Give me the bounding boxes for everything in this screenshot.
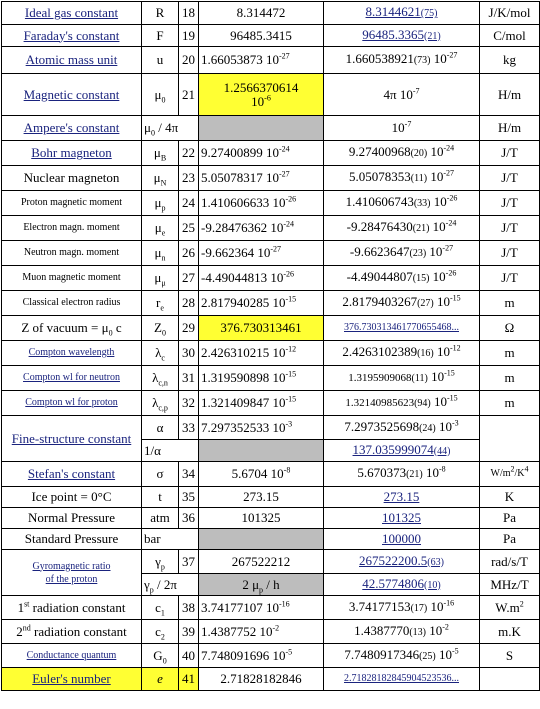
unit: K	[480, 487, 540, 508]
unit: Ω	[480, 316, 540, 341]
symbol: α	[142, 416, 179, 440]
constant-name-link[interactable]: Atomic mass unit	[2, 47, 142, 74]
row-number: 30	[179, 341, 199, 366]
symbol: $\lambda_{c,n}$	[142, 366, 179, 391]
reference-value: -4.49044807(15) $10^{-26}$	[324, 266, 480, 291]
row-number: 38	[179, 596, 199, 620]
reference-value: 2.8179403267(27) $10^{-15}$	[324, 291, 480, 316]
row-number: 40	[179, 644, 199, 668]
reference-value-link[interactable]: 376.730313461770655468...	[324, 316, 480, 341]
constant-name: 1st radiation constant	[2, 596, 142, 620]
table-row	[2, 416, 540, 440]
constant-name: Normal Pressure	[2, 508, 142, 529]
symbol: $\mu_e$	[142, 216, 179, 241]
row-number: 22	[179, 141, 199, 166]
row-number: 21	[179, 74, 199, 116]
formula-cell: 2 $\mu_p$ / h	[199, 574, 324, 596]
table-row	[2, 668, 540, 691]
constant-name: Z of vacuum = $\mu_0$ c	[2, 316, 142, 341]
constant-name: Ice point = 0°C	[2, 487, 142, 508]
row-number: 41	[179, 668, 199, 691]
reference-value-link[interactable]: -9.6623647(23)	[349, 244, 427, 259]
symbol: $c_1$	[142, 596, 179, 620]
reference-value-link[interactable]: 2.71828182845904523536...	[324, 668, 480, 691]
table-row	[2, 241, 540, 266]
symbol: t	[142, 487, 179, 508]
table-row	[2, 508, 540, 529]
reference-value: 5.05078353(11) $10^{-27}$	[324, 166, 480, 191]
row-number: 31	[179, 366, 199, 391]
unit	[480, 668, 540, 691]
symbol: $\mu_n$	[142, 241, 179, 266]
reference-value-link[interactable]: 8.3144621(75)	[324, 2, 480, 25]
constant-name: 2nd radiation constant	[2, 620, 142, 644]
table-row	[2, 462, 540, 487]
table-row	[2, 216, 540, 241]
constant-name: Classical electron radius	[2, 291, 142, 316]
value: 96485.3415	[199, 25, 324, 47]
table-row	[2, 316, 540, 341]
unit: H/m	[480, 116, 540, 141]
unit: C/mol	[480, 25, 540, 47]
value: 2.817940285 $10^{-15}$	[199, 291, 324, 316]
constant-name: Standard Pressure	[2, 529, 142, 550]
constant-name-link[interactable]: Ideal gas constant	[2, 2, 142, 25]
constant-name-link[interactable]: Ampere's constant	[2, 116, 142, 141]
symbol: $\gamma_p$	[142, 550, 179, 574]
symbol: $\mu_N$	[142, 166, 179, 191]
value: 5.6704 $10^{-8}$	[199, 462, 324, 487]
unit: m	[480, 391, 540, 416]
unit: J/T	[480, 241, 540, 266]
reference-value-link[interactable]: 100000	[324, 529, 480, 550]
symbol: $\mu_p$	[142, 191, 179, 216]
table-row	[2, 366, 540, 391]
unit: rad/s/T	[480, 550, 540, 574]
value: 1.4387752 $10^{-2}$	[199, 620, 324, 644]
row-number: 32	[179, 391, 199, 416]
row-number: 35	[179, 487, 199, 508]
value: 2.426310215 $10^{-12}$	[199, 341, 324, 366]
unit: $W.m^2$	[480, 596, 540, 620]
symbol: $\mu_0$	[142, 74, 179, 116]
empty-value-cell	[199, 116, 324, 141]
constants-table	[1, 1, 540, 691]
constant-name-link[interactable]: Bohr magneton	[2, 141, 142, 166]
value: 9.27400899 $10^{-24}$	[199, 141, 324, 166]
symbol: e	[142, 668, 179, 691]
value: 7.748091696 $10^{-5}$	[199, 644, 324, 668]
constant-name-link[interactable]: Faraday's constant	[2, 25, 142, 47]
reference-value: 2.4263102389(16) $10^{-12}$	[324, 341, 480, 366]
reference-value: 3.74177153(17) $10^{-16}$	[324, 596, 480, 620]
reference-value: 7.2973525698(24) $10^{-3}$	[324, 416, 480, 440]
value: 1.319590898 $10^{-15}$	[199, 366, 324, 391]
unit: J/T	[480, 216, 540, 241]
unit: J/T	[480, 141, 540, 166]
symbol: $\lambda_{c,p}$	[142, 391, 179, 416]
row-number: 27	[179, 266, 199, 291]
value: -9.28476362 $10^{-24}$	[199, 216, 324, 241]
symbol: $G_0$	[142, 644, 179, 668]
value: 1.410606633 $10^{-26}$	[199, 191, 324, 216]
reference-value-link[interactable]: 2.4263102389(16)	[342, 344, 434, 359]
symbol: $\mu_0 / 4\pi$	[142, 116, 199, 141]
reference-value-link[interactable]: 9.27400968(20)	[348, 144, 428, 159]
unit: J/T	[480, 166, 540, 191]
reference-value-link[interactable]: 1.4387770(13)	[354, 622, 426, 638]
table-row	[2, 116, 540, 141]
constant-name: Proton magnetic moment	[2, 191, 142, 216]
reference-value: 1.410606743(33) $10^{-26}$	[324, 191, 480, 216]
highlighted-value: 376.730313461	[199, 316, 324, 341]
reference-value-link[interactable]: -4.49044807(15)	[346, 269, 430, 284]
value: 1.321409847 $10^{-15}$	[199, 391, 324, 416]
unit: J/T	[480, 191, 540, 216]
constant-name: Neutron magn. moment	[2, 241, 142, 266]
symbol: $\mu_B$	[142, 141, 179, 166]
unit: $W/m^2/K^4$	[480, 462, 540, 487]
row-number: 29	[179, 316, 199, 341]
row-number: 33	[179, 416, 199, 440]
table-row	[2, 391, 540, 416]
value: -4.49044813 $10^{-26}$	[199, 266, 324, 291]
value: 267522212	[199, 550, 324, 574]
unit: m.K	[480, 620, 540, 644]
row-number: 23	[179, 166, 199, 191]
symbol: bar	[142, 529, 199, 550]
symbol: 1/α	[142, 440, 199, 462]
table-row	[2, 166, 540, 191]
reference-value-link[interactable]: 1.410606743(33)	[345, 194, 431, 209]
row-number: 18	[179, 2, 199, 25]
reference-value-link[interactable]: 137.035999074(44)	[324, 440, 480, 462]
row-number: 36	[179, 508, 199, 529]
table-row	[2, 529, 540, 550]
row-number: 34	[179, 462, 199, 487]
reference-value-link[interactable]: 7.7480917346(25)	[344, 646, 436, 662]
reference-value: 7.7480917346(25) $10^{-5}$	[324, 644, 480, 668]
reference-value: 4π $10^{-7}$	[324, 74, 480, 116]
unit: kg	[480, 47, 540, 74]
symbol: atm	[142, 508, 179, 529]
constant-name-link[interactable]: Fine-structure constant	[2, 416, 142, 462]
reference-value: 1.3195909068(11) $10^{-15}$	[324, 366, 480, 391]
table-row	[2, 74, 540, 116]
unit: m	[480, 341, 540, 366]
table-row	[2, 487, 540, 508]
table-row	[2, 266, 540, 291]
value: 1.66053873 $10^{-27}$	[199, 47, 324, 74]
table-row	[2, 25, 540, 47]
constant-name-link[interactable]: Compton wl for proton	[2, 391, 142, 416]
table-row	[2, 2, 540, 25]
unit: J/T	[480, 266, 540, 291]
row-number: 20	[179, 47, 199, 74]
row-number: 25	[179, 216, 199, 241]
highlighted-value: 1.2566370614 $10^{-6}$	[199, 74, 324, 116]
reference-value-link[interactable]: 273.15	[324, 487, 480, 508]
constant-name-link[interactable]: Stefan's constant	[2, 462, 142, 487]
reference-value: 1.660538921(73) $10^{-27}$	[324, 47, 480, 74]
value: 101325	[199, 508, 324, 529]
unit: Pa	[480, 508, 540, 529]
reference-value-link[interactable]: 101325	[324, 508, 480, 529]
symbol: $r_e$	[142, 291, 179, 316]
reference-value-link[interactable]: 3.74177153(17)	[348, 598, 428, 614]
unit	[480, 416, 540, 462]
reference-value: 1.32140985623(94) $10^{-15}$	[324, 391, 480, 416]
value: 273.15	[199, 487, 324, 508]
row-number: 24	[179, 191, 199, 216]
table-row	[2, 644, 540, 668]
reference-value: 1.4387770(13) $10^{-2}$	[324, 620, 480, 644]
row-number: 28	[179, 291, 199, 316]
value: 3.74177107 $10^{-16}$	[199, 596, 324, 620]
reference-value-link[interactable]: 1.660538921(73)	[345, 51, 431, 66]
symbol: $\gamma_p / 2\pi$	[142, 574, 199, 596]
row-number: 26	[179, 241, 199, 266]
constant-name: Muon magnetic moment	[2, 266, 142, 291]
empty-value-cell	[199, 440, 324, 462]
table-row	[2, 141, 540, 166]
unit: m	[480, 366, 540, 391]
symbol: F	[142, 25, 179, 47]
row-number: 19	[179, 25, 199, 47]
table-row	[2, 191, 540, 216]
table-row	[2, 550, 540, 574]
reference-value: $10^{-7}$	[324, 116, 480, 141]
reference-value-link[interactable]: -9.28476430(21)	[346, 219, 430, 234]
reference-value-link[interactable]: 5.05078353(11)	[349, 169, 428, 184]
symbol: u	[142, 47, 179, 74]
constant-name-link[interactable]: Conductance quantum	[2, 644, 142, 668]
unit: MHz/T	[480, 574, 540, 596]
row-number: 39	[179, 620, 199, 644]
unit: J/K/mol	[480, 2, 540, 25]
table-row	[2, 596, 540, 620]
unit: m	[480, 291, 540, 316]
constant-name: Nuclear magneton	[2, 166, 142, 191]
row-number: 37	[179, 550, 199, 574]
constant-name-link[interactable]: Compton wavelength	[2, 341, 142, 366]
table-row	[2, 620, 540, 644]
symbol: σ	[142, 462, 179, 487]
reference-value-link[interactable]: 42.5774806(10)	[324, 574, 480, 596]
reference-value-link[interactable]: 96485.3365(21)	[324, 25, 480, 47]
reference-value-link[interactable]: 1.3195909068(11)	[348, 372, 428, 384]
reference-value-link[interactable]: 5.670373(21)	[357, 465, 423, 480]
reference-value: 9.27400968(20) $10^{-24}$	[324, 141, 480, 166]
value: 2.71828182846	[199, 668, 324, 691]
constant-name-link[interactable]: Gyromagnetic ratio of the proton	[2, 550, 142, 596]
empty-value-cell	[199, 529, 324, 550]
unit: S	[480, 644, 540, 668]
value: 8.314472	[199, 2, 324, 25]
reference-value-link[interactable]: 7.2973525698(24)	[344, 418, 436, 434]
constant-name: Electron magn. moment	[2, 216, 142, 241]
symbol: $Z_0$	[142, 316, 179, 341]
table-row	[2, 291, 540, 316]
reference-value: 5.670373(21) $10^{-8}$	[324, 462, 480, 487]
table-row	[2, 341, 540, 366]
table-row	[2, 47, 540, 74]
reference-value-link[interactable]: 267522200.5(63)	[324, 550, 480, 574]
value: -9.662364 $10^{-27}$	[199, 241, 324, 266]
reference-value: -9.6623647(23) $10^{-27}$	[324, 241, 480, 266]
reference-value-link[interactable]: 1.32140985623(94)	[345, 397, 431, 409]
constant-name-link[interactable]: Magnetic constant	[2, 74, 142, 116]
value: 7.297352533 $10^{-3}$	[199, 416, 324, 440]
symbol: R	[142, 2, 179, 25]
symbol: $\mu_\mu$	[142, 266, 179, 291]
value: 5.05078317 $10^{-27}$	[199, 166, 324, 191]
reference-value-link[interactable]: 2.8179403267(27)	[342, 294, 434, 309]
reference-value: -9.28476430(21) $10^{-24}$	[324, 216, 480, 241]
symbol: $c_2$	[142, 620, 179, 644]
constant-name-link[interactable]: Compton wl for neutron	[2, 366, 142, 391]
symbol: $\lambda_c$	[142, 341, 179, 366]
unit: H/m	[480, 74, 540, 116]
constant-name-link[interactable]: Euler's number	[2, 668, 142, 691]
unit: Pa	[480, 529, 540, 550]
